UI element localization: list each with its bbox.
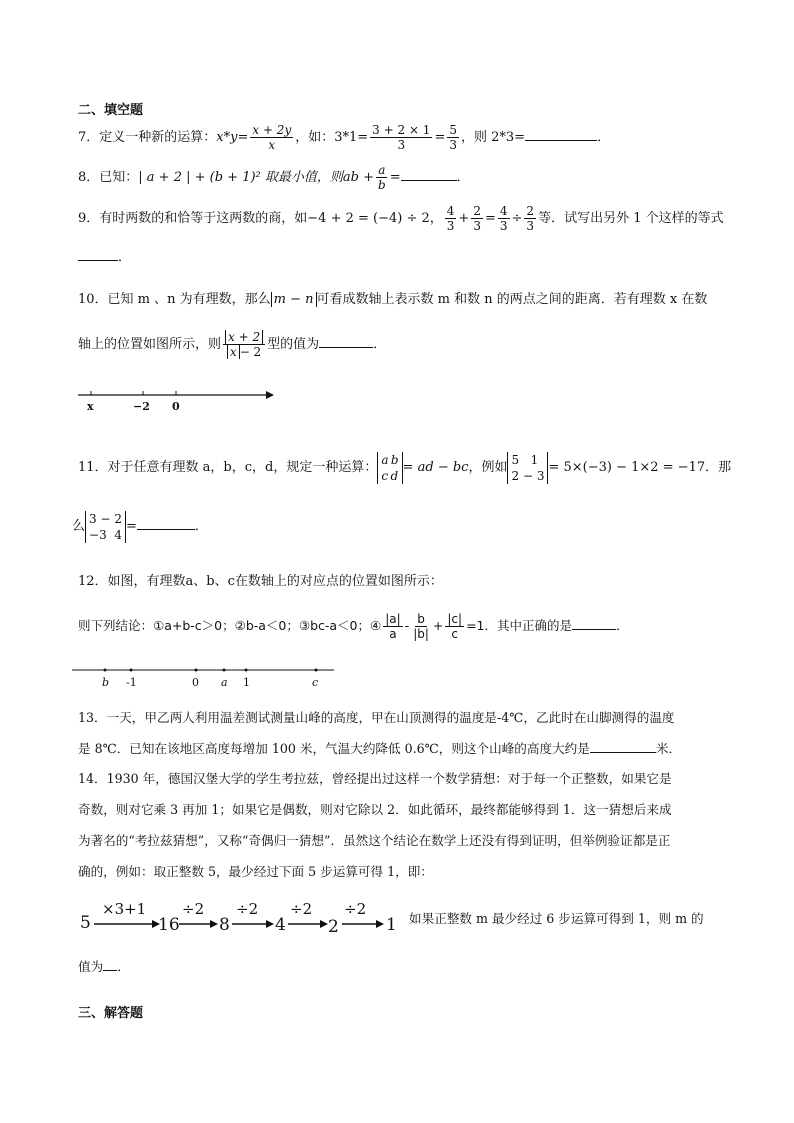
q7-def-lhs: x*y=	[216, 130, 249, 145]
q12-label-0: 0	[192, 676, 199, 689]
q14-line4: 确的，例如：取正整数 5，最少经过下面 5 步运算可得 1，即：	[78, 864, 433, 879]
q11-q21: −3	[89, 527, 107, 542]
q8-ab: ab +	[342, 170, 374, 185]
q9-frac2	[471, 204, 483, 233]
q11-m-b: b	[390, 452, 399, 467]
q12-point-c	[315, 669, 318, 672]
question-12-line2	[78, 608, 629, 644]
q12-point-b	[104, 669, 107, 672]
q12-answer-blank[interactable]	[572, 617, 616, 630]
q12-point-neg1	[130, 669, 133, 672]
q12-point-0	[195, 669, 198, 672]
question-9	[78, 204, 724, 233]
q10-line1: 10．已知 m 、n 为有理数，那么	[78, 292, 271, 307]
q9-d1: 3	[446, 219, 455, 233]
q7-post: ，则 2*3=	[461, 130, 526, 145]
q12-frac1	[383, 612, 402, 641]
q9-n2: 2	[473, 204, 481, 218]
q14-line5: 如果正整数 m 最少经过 6 步运算可得到 1，则 m 的	[409, 911, 704, 926]
q8-prefix: 8．已知：	[78, 170, 139, 185]
q14-op-3: ÷2	[236, 900, 259, 918]
q12-end: ．	[616, 618, 629, 633]
q7-res-fraction	[447, 123, 459, 152]
question-10-line1	[78, 288, 707, 312]
q11-def: = ad − bc	[402, 460, 469, 475]
q8-f-den: b	[378, 178, 386, 192]
q7-def-fraction	[250, 123, 293, 152]
q7-res-num: 5	[449, 123, 457, 137]
q10-line1b: 可看成数轴上表示数 m 和数 n 的两点之间的距离．若有理数 x 在数	[316, 292, 708, 307]
q14-chain-1: 1	[386, 915, 397, 935]
q12-minus: -	[404, 618, 410, 633]
q12-eq1: =1．其中正确的是	[466, 618, 572, 633]
q11-eq: =	[126, 519, 137, 534]
q10-arrow-icon	[266, 391, 274, 399]
q9-sep: ，	[429, 211, 443, 226]
q9-n4: 2	[526, 204, 535, 218]
q9-line2	[78, 246, 131, 265]
q11-ex-matrix	[507, 452, 548, 484]
q13-line1: 13．一天，甲乙两人利用温差测试测量山峰的高度，甲在山顶测得的温度是-4℃，乙此时在山脚测得的温度	[78, 710, 675, 725]
q9-n3: 4	[499, 204, 508, 218]
q7-ex-num: 3 + 2 × 1	[372, 123, 431, 137]
q10-abs-mn: m − n	[271, 292, 317, 307]
q9-post: 等．试写出另外 1 个这样的等式	[538, 211, 724, 226]
q11-q12: − 2	[100, 511, 122, 526]
q9-frac1	[445, 204, 457, 233]
question-11-line1	[78, 446, 731, 490]
q8-eq: =	[389, 170, 401, 185]
question-13-line2	[78, 738, 681, 757]
q14-op-4: ÷2	[290, 900, 313, 918]
q12-f1d: a	[389, 627, 397, 641]
q12-plus: +	[432, 618, 444, 633]
q14-chain-2: 2	[328, 917, 339, 937]
q12-f2n: b	[417, 612, 425, 626]
section-2-heading: 二、填空题	[78, 103, 144, 118]
q12-f3d: c	[451, 627, 459, 641]
question-10-line2	[78, 325, 386, 365]
q9-d4: 3	[526, 219, 535, 233]
section-3-heading: 三、解答题	[78, 1006, 144, 1021]
q12-label-a: a	[221, 676, 228, 689]
q9-d2: 3	[473, 219, 481, 233]
q11-q22: 4	[114, 527, 122, 542]
q14-chain-4: 4	[275, 915, 286, 935]
q10-end: ．	[373, 337, 387, 352]
q14-op-5: ÷2	[344, 900, 367, 918]
q12-label-b: b	[102, 676, 110, 689]
q9-div: ÷	[511, 211, 523, 226]
question-7	[78, 123, 610, 152]
q10-answer-blank[interactable]	[319, 335, 373, 348]
q11-q11: 3	[89, 511, 97, 526]
q14-line1: 14．1930 年，德国汉堡大学的学生考拉兹，曾经提出过这样一个数学猜想：对于每一个正整数，如果它是	[78, 771, 672, 786]
q11-e11: 5	[511, 452, 520, 467]
q14-end: ．	[117, 959, 130, 974]
q14-arrow-5-icon	[376, 920, 384, 928]
q7-mid: ，如：3*1=	[295, 130, 369, 145]
q14-arrow-4-icon	[320, 920, 328, 928]
q12-line2a: 则下列结论：①a+b-c＞0；②b-a＜0；③bc-a＜0；④	[78, 618, 382, 633]
q10-label-0: 0	[172, 400, 180, 413]
q9-n1: 4	[446, 204, 455, 218]
q9-frac4	[524, 204, 536, 233]
q12-label-neg1: -1	[126, 676, 137, 689]
question-11-line2	[72, 505, 208, 549]
q12-point-1	[245, 669, 248, 672]
q14-chain-16: 16	[158, 915, 180, 935]
q14-arrow-2-icon	[210, 920, 218, 928]
q11-post: ．那	[705, 460, 732, 475]
q12-f3n: |c|	[447, 612, 463, 626]
q12-line1: 12．如图，有理数a、b、c在数轴上的对应点的位置如图所示：	[78, 574, 443, 589]
q12-point-a	[223, 669, 226, 672]
q8-expr: | a + 2 | + (b + 1)² 取最小值，则	[138, 170, 343, 185]
q13-line2: 是 8℃．已知在该地区高度每增加 100 米，气温大约降低 0.6℃，则这个山峰的高度大约是	[78, 741, 590, 756]
q10-number-line	[78, 386, 278, 416]
q11-m-d: d	[390, 468, 399, 483]
q12-frac2	[411, 612, 431, 641]
q14-op-2: ÷2	[182, 900, 205, 918]
q10-label-x: x	[87, 400, 94, 413]
q9-prefix: 9．有时两数的和恰等于这两数的商，如	[78, 211, 308, 226]
q8-fraction	[376, 163, 388, 192]
q11-ex-pre: ，例如	[468, 460, 508, 475]
q14-answer-blank[interactable]	[103, 958, 117, 971]
q10-line2a: 轴上的位置如图所示，则	[78, 337, 222, 352]
q12-label-c: c	[312, 676, 319, 689]
q11-e12: 1	[530, 452, 539, 467]
q11-m-c: c	[381, 468, 389, 483]
question-8	[78, 163, 470, 192]
q7-res-den: 3	[449, 138, 457, 152]
q9-frac3	[498, 204, 510, 233]
q7-end: ．	[597, 130, 611, 145]
q14-line6: 值为	[78, 959, 104, 974]
q11-answer-blank[interactable]	[137, 517, 195, 530]
q11-ex-res: = 5×(−3) − 1×2 = −17	[548, 460, 706, 475]
q9-example1: −4 + 2 = (−4) ÷ 2	[307, 211, 430, 226]
q10-fraction	[223, 330, 265, 359]
q7-eq: =	[434, 130, 446, 145]
q11-e21: 2	[511, 468, 520, 483]
q14-chain-diagram	[78, 896, 408, 936]
q14-op-1: ×3+1	[102, 900, 147, 918]
q8-f-num: a	[378, 163, 386, 177]
q12-f1n: |a|	[385, 612, 401, 626]
q7-answer-blank[interactable]	[525, 128, 597, 141]
q14-chain-5: 5	[80, 913, 91, 933]
q14-arrow-3-icon	[266, 920, 274, 928]
q12-f2d: |b|	[413, 627, 429, 641]
q7-ex-den: 3	[397, 138, 406, 152]
q14-line2: 奇数，则对它乘 3 再加 1；如果它是偶数，则对它除以 2．如此循环，最终都能够得到 1．这一猜想后来成	[78, 802, 672, 817]
q13-end: 米．	[655, 741, 682, 756]
q9-plus: +	[458, 211, 470, 226]
q10-f-den2: − 2	[239, 345, 262, 359]
q14-line3: 为著名的“考拉兹猜想”，又称“奇偶归一猜想”．虽然这个结论在数学上还没有得到证明，但举例验证都是正	[78, 833, 671, 848]
q8-answer-blank[interactable]	[401, 168, 457, 181]
q7-ex-fraction	[370, 123, 432, 152]
q9-answer-blank[interactable]	[78, 248, 118, 261]
q12-frac3	[445, 612, 464, 641]
q11-end: ．	[194, 519, 208, 534]
q13-answer-blank[interactable]	[590, 740, 656, 753]
q10-f-den: x	[227, 345, 240, 359]
q11-prefix: 11．对于任意有理数 a，b，c，d，规定一种运算：	[78, 460, 378, 475]
q9-d3: 3	[499, 219, 508, 233]
q7-def-den: x	[268, 138, 276, 152]
question-14-line6	[78, 956, 130, 975]
q8-end: ．	[456, 170, 470, 185]
q10-line2b: 型的值为	[267, 337, 320, 352]
q10-label-neg2: −2	[133, 400, 150, 413]
q14-chain-8: 8	[219, 915, 230, 935]
q9-eq: =	[484, 211, 496, 226]
q12-number-line	[72, 662, 342, 692]
q11-line2: 么	[72, 519, 86, 534]
q7-def-num: x + 2y	[252, 123, 292, 137]
q12-label-1: 1	[243, 676, 250, 689]
q11-question-matrix	[85, 511, 126, 543]
q11-def-matrix	[377, 452, 402, 484]
q9-end: ．	[118, 250, 132, 265]
q10-f-num: x + 2	[225, 330, 263, 344]
q11-e22: − 3	[522, 468, 545, 483]
q11-m-a: a	[381, 452, 389, 467]
q7-prefix: 7．定义一种新的运算：	[78, 130, 217, 145]
